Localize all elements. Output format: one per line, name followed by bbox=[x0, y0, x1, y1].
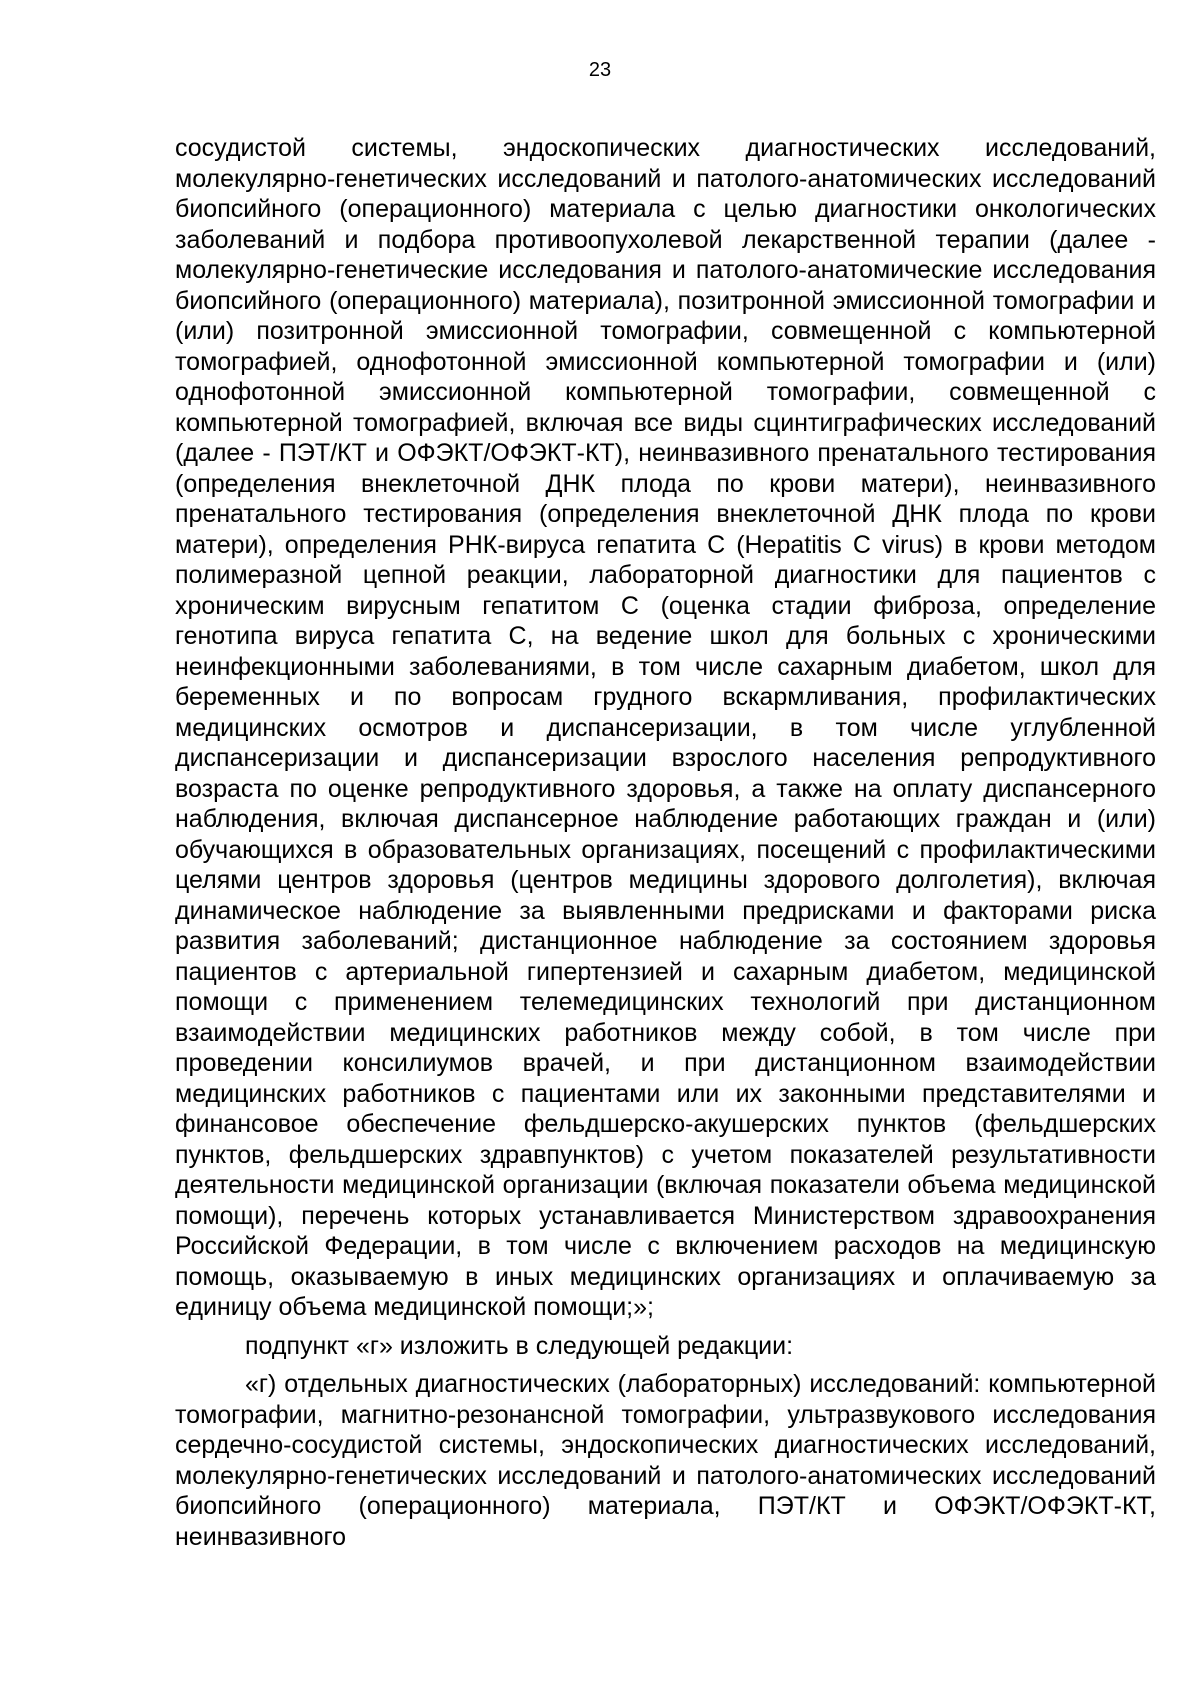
paragraph-subpoint-g: «г) отдельных диагностических (лабораторных) исследований: компьютерной томографии, магнитно-резонансной томографии, ультразвукового исследования сердечно-сосудистой системы, эндоскопических диагностических исследований, молекулярно-генетических исследований и патолого-анатомических исследований биопсийного (операционного) материала, ПЭТ/КТ и ОФЭКТ/ОФЭКТ-КТ, неинвазивного bbox=[175, 1370, 1156, 1551]
document-body bbox=[175, 133, 1156, 1552]
page-number: 23 bbox=[588, 59, 612, 81]
paragraph-subpoint-instruction: подпункт «г» изложить в следующей редакции: bbox=[245, 1331, 794, 1360]
paragraph-continuation: сосудистой системы, эндоскопических диагностических исследований, молекулярно-генетических исследований и патолого-анатомических исследований биопсийного (операционного) материала с целью диагностики онкологических заболеваний и подбора противоопухолевой лекарственной терапии (далее - молекулярно-генетические исследования и патолого-анатомические исследования биопсийного (операционного) материала), позитронной эмиссионной томографии и (или) позитронной эмиссионной томографии, совмещенной с компьютерной томографией, однофотонной эмиссионной компьютерной томографии и (или) однофотонной эмиссионной компьютерной томографии, совмещенной с компьютерной томографией, включая все виды сцинтиграфических исследований (далее - ПЭТ/КТ и ОФЭКТ/ОФЭКТ-КТ), неинвазивного пренатального тестирования (определения внеклеточной ДНК плода по крови матери), неинвазивного пренатального тестирования (определения внеклеточной ДНК плода по крови матери), определения РНК-вируса гепатита C (Hepatitis C virus) в крови методом полимеразной цепной реакции, лабораторной диагностики для пациентов с хроническим вирусным гепатитом C (оценка стадии фиброза, определение генотипа вируса гепатита C, на ведение школ для больных с хроническими неинфекционными заболеваниями, в том числе сахарным диабетом, школ для беременных и по вопросам грудного вскармливания, профилактических медицинских осмотров и диспансеризации, в том числе углубленной диспансеризации и диспансеризации взрослого населения репродуктивного возраста по оценке репродуктивного здоровья, а также на оплату диспансерного наблюдения, включая диспансерное наблюдение работающих граждан и (или) обучающихся в образовательных организациях, посещений с профилактическими целями центров здоровья (центров медицины здорового долголетия), включая динамическое наблюдение за выявленными предрисками и факторами риска развития заболеваний; дистанционное наблюдение за состоянием здоровья пациентов с артериальной гипертензией и сахарным диабетом, медицинской помощи с применением телемедицинских технологий при дистанционном взаимодействии медицинских работников между собой, в том числе при проведении консилиумов врачей, и при дистанционном взаимодействии медицинских работников с пациентами или их законными представителями и финансовое обеспечение фельдшерско-акушерских пунктов (фельдшерских пунктов, фельдшерских здравпунктов) с учетом показателей результативности деятельности медицинской организации (включая показатели объема медицинской помощи), перечень которых устанавливается Министерством здравоохранения Российской Федерации, в том числе с включением расходов на медицинскую помощь, оказываемую в иных медицинских организациях и оплачиваемую за единицу объема медицинской помощи;»; bbox=[175, 134, 1156, 1321]
